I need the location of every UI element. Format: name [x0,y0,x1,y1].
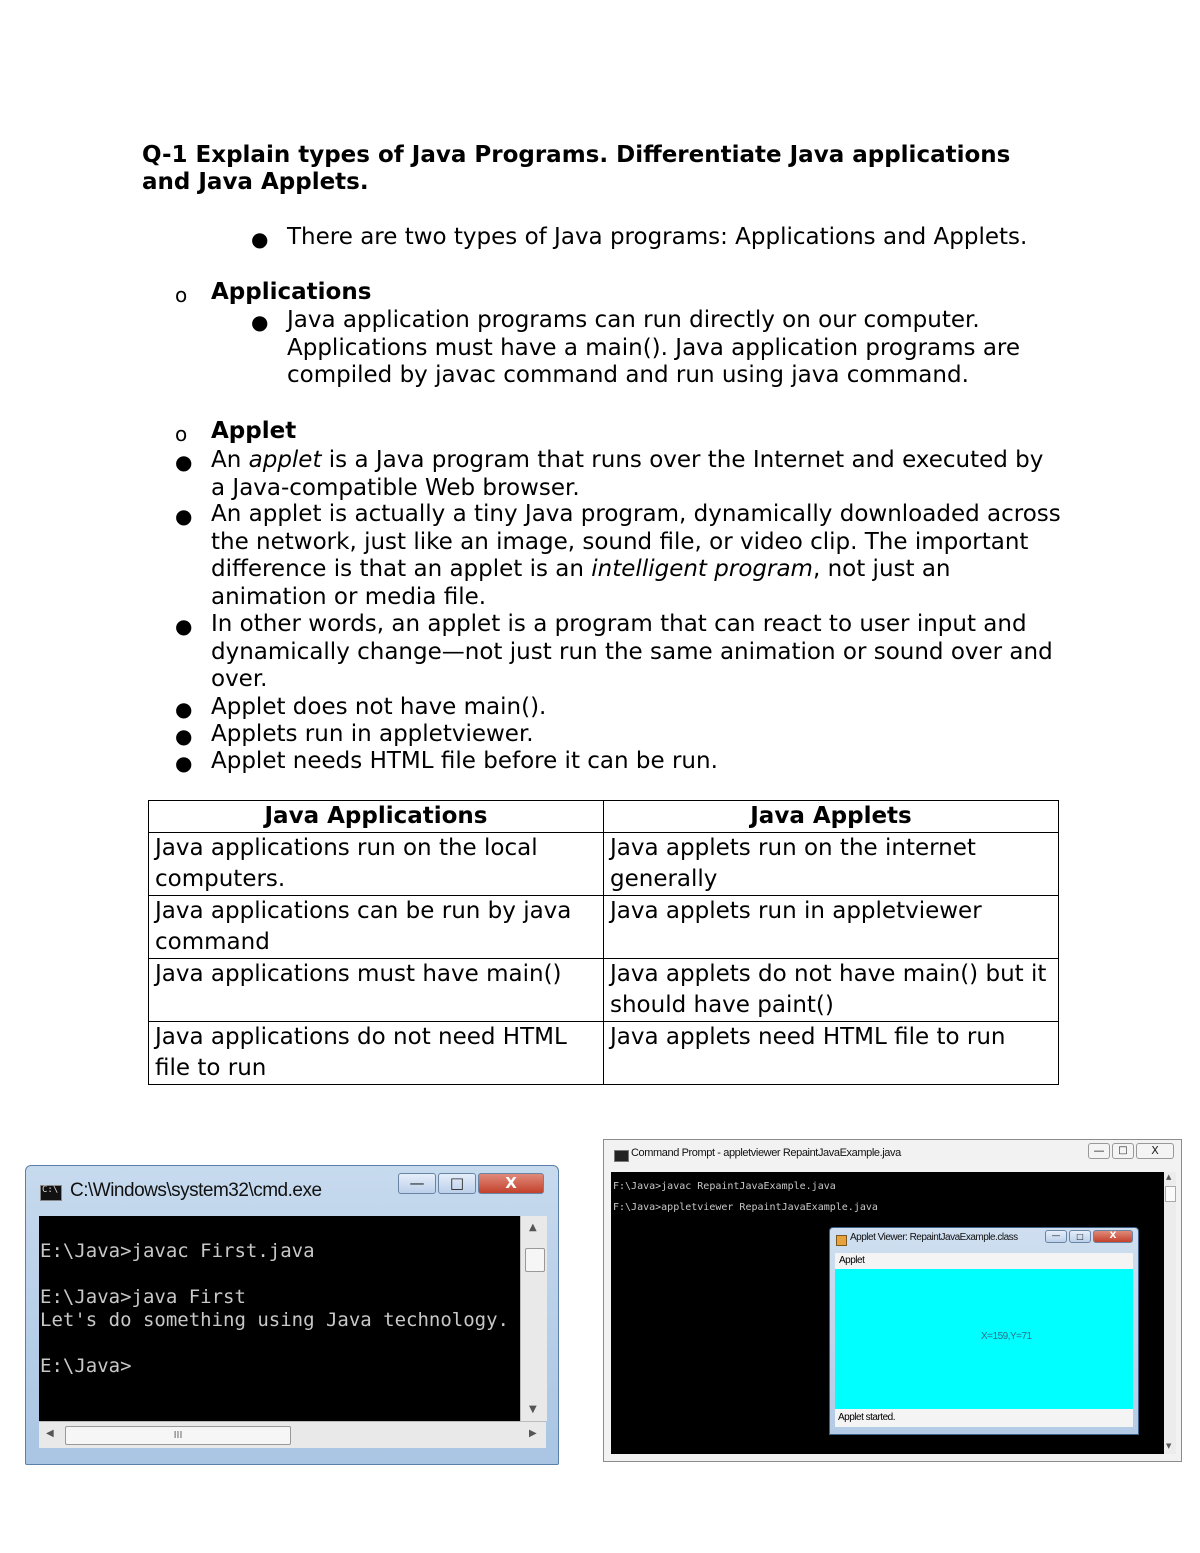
scroll-thumb[interactable]: III [65,1426,291,1445]
table-cell: Java applets run on the internet generally [604,833,1059,896]
table-row [149,896,1059,959]
table-cell: Java applets do not have main() but it should have paint() [604,959,1059,1022]
intro-bullet-text: There are two types of Java programs: Applications and Applets. [287,224,1028,250]
console-output: F:\Java>javac RepaintJavaExample.java F:\Java>appletviewer RepaintJavaExample.java [611,1172,1164,1454]
applet-bullet-4: Applet does not have main(). [211,694,547,720]
bullet-disc-icon: ● [251,310,269,334]
scroll-thumb[interactable] [525,1248,545,1272]
console-output: E:\Java>javac First.java E:\Java>java First Let's do something using Java technology. E:\Java> [39,1216,520,1421]
scroll-left-icon[interactable]: ◀ [46,1428,54,1439]
table-cell: Java applets need HTML file to run [604,1022,1059,1085]
table-row [149,1022,1059,1085]
appletviewer-window-screenshot [603,1139,1182,1462]
applet-bullet-1: An applet is a Java program that runs over the Internet and executed by a Java-compatible Web browser. [211,447,1044,501]
window-title: C:\Windows\system32\cmd.exe [70,1180,322,1201]
close-button[interactable]: X [1093,1230,1133,1243]
mouse-coords-label: X=159,Y=71 [981,1331,1032,1342]
scroll-down-icon[interactable]: ▼ [1166,1442,1172,1450]
table-header-cell: Java Applications [149,801,604,833]
applet-bullet-3: In other words, an applet is a program that can react to user input and dynamically change—not just run the same animation or sound over and over. [211,611,1053,692]
bullet-disc-icon: ● [175,614,193,638]
applications-text: Java application programs can run directly on our computer. Applications must have a main(). Java application programs are compiled by javac command and run using java command. [287,307,1021,388]
table-header-row [149,801,1059,833]
bullet-disc-icon: ● [175,724,193,748]
window-title: Command Prompt - appletviewer RepaintJavaExample.java [631,1147,901,1159]
applet-status-bar: Applet started. [835,1409,1133,1427]
maximize-button[interactable]: □ [438,1173,476,1194]
applet-canvas[interactable] [835,1269,1133,1409]
bullet-disc-icon: ● [175,504,193,528]
applications-heading: Applications [211,279,372,305]
table-header-cell: Java Applets [604,801,1059,833]
bullet-circle-icon: o [175,283,188,307]
bullet-circle-icon: o [175,422,188,446]
applet-menu[interactable]: Applet [835,1253,1133,1269]
scroll-thumb[interactable] [1165,1186,1176,1202]
maximize-button[interactable]: □ [1069,1230,1091,1243]
console-icon: C:\ [40,1185,62,1201]
scroll-up-icon[interactable]: ▲ [529,1222,537,1233]
table-cell: Java applications do not need HTML file to run [149,1022,604,1085]
applet-bullet-2: An applet is actually a tiny Java program, dynamically downloaded across the network, just like an image, sound file, or video clip. The important difference is that an applet is an intelligent program, not just an animation or media file. [211,501,1061,610]
minimize-button[interactable]: — [1088,1143,1110,1159]
table-cell: Java applications can be run by java command [149,896,604,959]
table-cell: Java applications must have main() [149,959,604,1022]
bullet-disc-icon: ● [175,751,193,775]
console-icon [614,1150,629,1162]
table-row [149,959,1059,1022]
scroll-up-icon[interactable]: ▲ [1166,1173,1172,1181]
table-cell: Java applications run on the local computers. [149,833,604,896]
close-button[interactable]: X [1136,1143,1174,1159]
applet-bullet-5: Applets run in appletviewer. [211,721,534,747]
applet-bullet-6: Applet needs HTML file before it can be run. [211,748,718,774]
java-icon [836,1235,847,1246]
comparison-table [148,800,1059,1085]
minimize-button[interactable]: — [398,1173,436,1194]
bullet-disc-icon: ● [251,227,269,251]
vertical-scrollbar[interactable] [1164,1172,1176,1454]
question-title: Q-1 Explain types of Java Programs. Differentiate Java applications and Java Applets. [142,142,1011,195]
scroll-right-icon[interactable]: ▶ [529,1428,537,1439]
table-cell: Java applets run in appletviewer [604,896,1059,959]
cmd-window-screenshot [25,1165,559,1465]
bullet-disc-icon: ● [175,450,193,474]
minimize-button[interactable]: — [1045,1230,1067,1243]
maximize-button[interactable]: □ [1112,1143,1134,1159]
close-button[interactable]: X [478,1173,544,1194]
applet-viewer-title: Applet Viewer: RepaintJavaExample.class [850,1232,1018,1243]
horizontal-scrollbar[interactable] [39,1421,546,1448]
scroll-down-icon[interactable]: ▼ [529,1404,537,1415]
applet-viewer-window [829,1227,1139,1435]
applet-heading: Applet [211,418,297,444]
vertical-scrollbar[interactable] [520,1216,547,1421]
bullet-disc-icon: ● [175,697,193,721]
table-row [149,833,1059,896]
